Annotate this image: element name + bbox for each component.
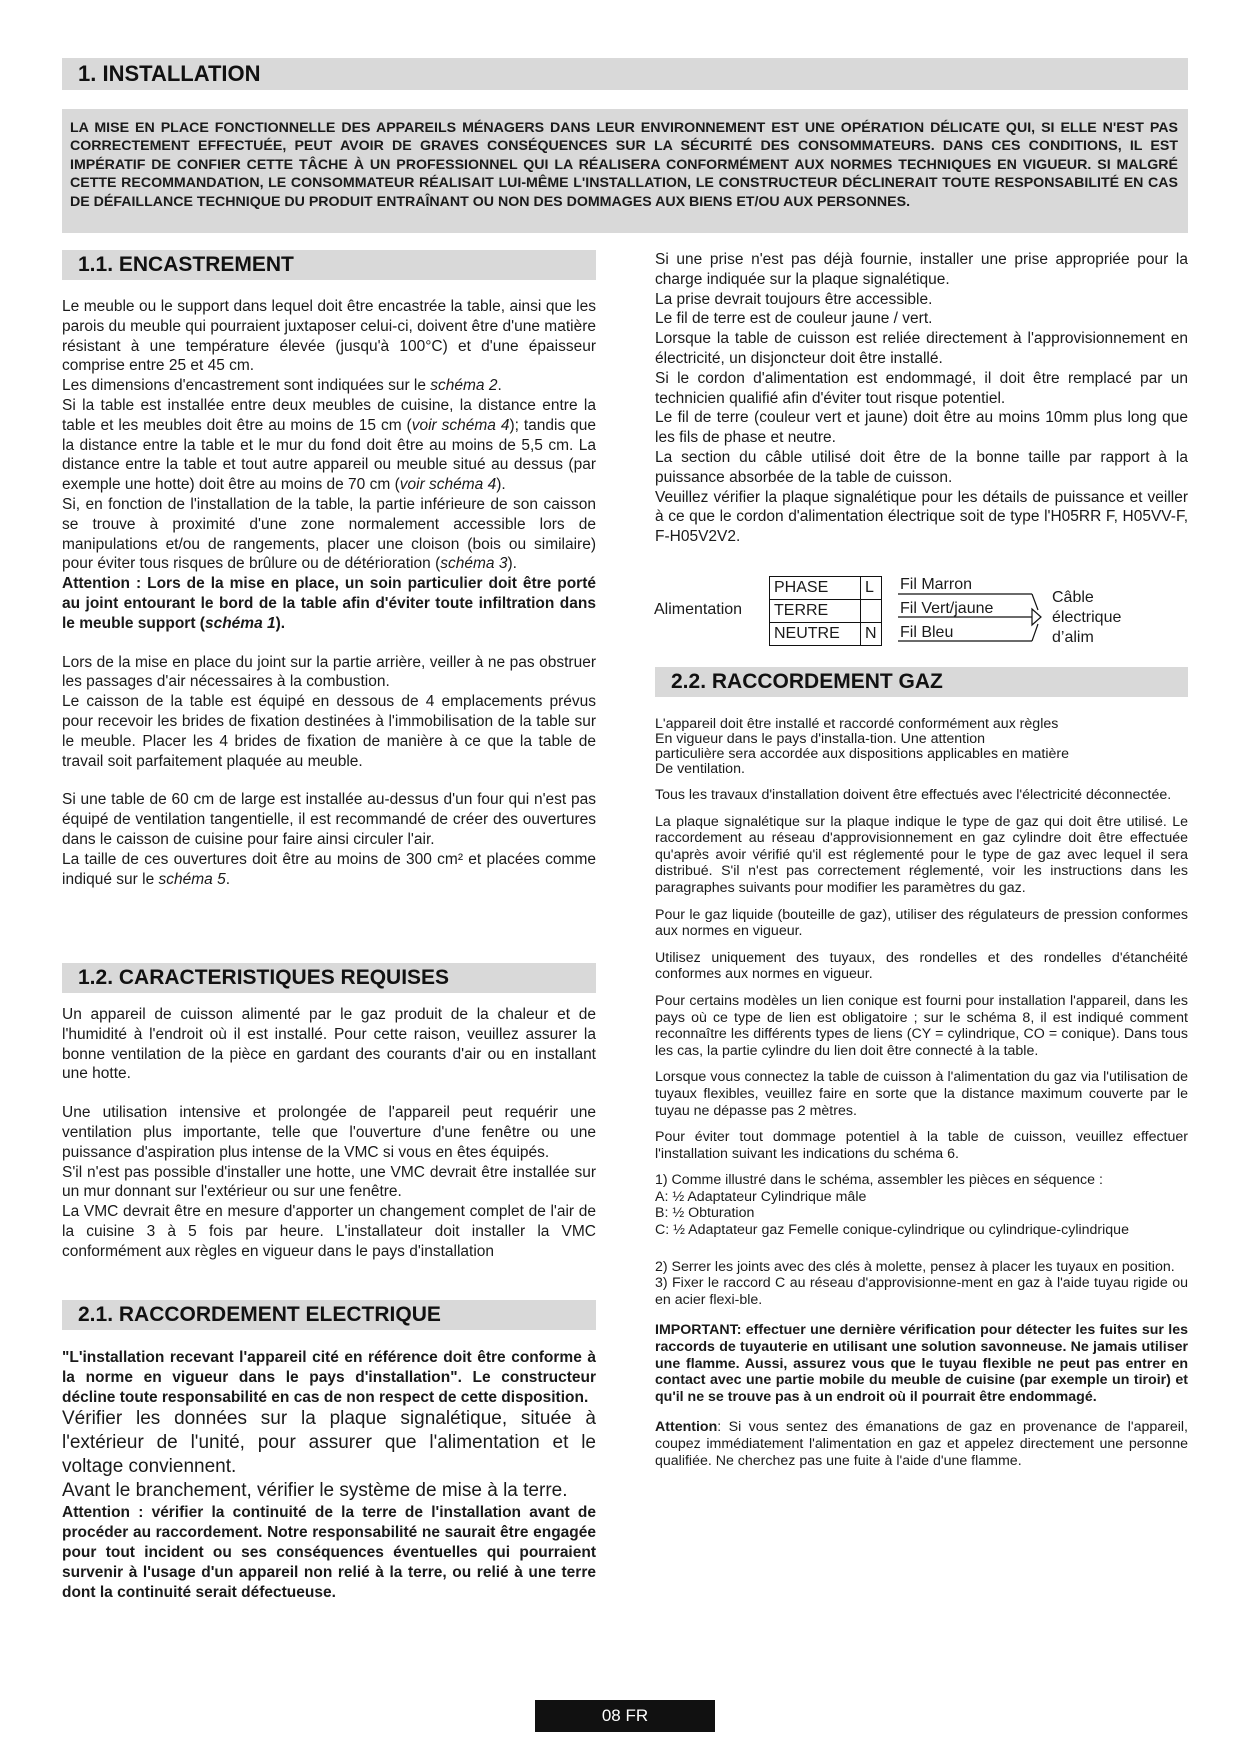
gaz-paragraph: Pour éviter tout dommage potentiel à la table de cuisson, veuillez effectuer l'installation suivant les indications du schéma 6. xyxy=(655,1129,1188,1162)
wiring-row-name: PHASE xyxy=(769,576,861,600)
gaz-paragraph: Pour certains modèles un lien conique est fourni pour installation l'appareil, dans les pays où ce type de lien est obligatoire ; sur le schéma 8, il est indiqué comment reconnaître les différents types de liens (CY = cylindrique, CO = conique). Dans tous les cas, la partie cylindre du lien doit être connecté à la table. xyxy=(655,992,1188,1059)
gaz-step-item: C: ½ Adaptateur gaz Femelle conique-cylindrique ou cylindrique-cylindrique xyxy=(655,1222,1129,1239)
caracteristiques-paragraph: Un appareil de cuisson alimenté par le gaz produit de la chaleur et de l'humidité à l'endroit où il est installé. Pour cette raison, veuillez assurer la bonne ventilation de la pièce en gardant des courants d'air ou en installant une hotte. xyxy=(62,1006,596,1083)
gaz-paragraph: Tous les travaux d'installation doivent être effectués avec l'électricité déconnectée. xyxy=(655,787,1172,803)
electrique-paragraph: Vérifier les données sur la plaque signalétique, située à l'extérieur de l'unité, pour assurer que l'alimentation et le voltage conviennent. xyxy=(62,1408,596,1478)
right-column-gaz xyxy=(655,717,1188,1469)
left-column-encastrement xyxy=(62,297,596,889)
wiring-row-name: TERRE xyxy=(769,599,861,623)
section-title-installation: 1. INSTALLATION xyxy=(62,58,1188,90)
encastrement-paragraph: Si la table est installée entre deux meubles de cuisine, la distance entre la table et les meubles doit être au moins de 15 cm (voir schéma 4); tandis que la distance entre la table et le mur du fond doit être au moins de 5,5 cm. La distance entre la table et tout autre appareil ou meuble situé au dessus (par exemple une hotte) doit être au moins de 70 cm (voir schéma 4). xyxy=(62,396,596,494)
electrique-norme: "L'installation recevant l'appareil cité en référence doit être conforme à la norme en vigueur dans le pays d'installation". Le constructeur décline toute responsabilité en cas de non respect de cette disposition. xyxy=(62,1349,596,1406)
heading-raccordement-gaz: 2.2. RACCORDEMENT GAZ xyxy=(655,667,1188,697)
gaz-intro-line: particulière sera accordée aux dispositions applicables en matière xyxy=(655,746,1070,762)
page-number: 08 FR xyxy=(535,1700,715,1732)
left-column-electrique xyxy=(62,1348,596,1602)
electrique-attention: Attention : vérifier la continuité de la terre de l'installation avant de procéder au raccordement. Notre responsabilité ne saurait être engagée pour tout incident ou ses conséquences éventuelles qui pourraient survenir à l'usage d'un appareil non relié à la terre, ou relié à une terre dont la continuité serait défectueuse. xyxy=(62,1504,596,1601)
wiring-label: Alimentation xyxy=(654,601,743,618)
electrique-paragraph: La prise devrait toujours être accessible. xyxy=(655,290,933,308)
encastrement-paragraph: Si, en fonction de l'installation de la table, la partie inférieure de son caisson se trouve à proximité d'une zone normalement accessible lors de manipulations et/ou de rangements, placer une cloison (bois ou similaire) pour éviter tous risques de brûlure ou de détérioration (schéma 3). xyxy=(62,495,596,573)
heading-raccordement-electrique: 2.1. RACCORDEMENT ELECTRIQUE xyxy=(62,1300,596,1330)
caracteristiques-paragraph: S'il n'est pas possible d'installer une hotte, une VMC devrait être installée sur un mur donnant sur l'extérieur ou sur une fenêtre. xyxy=(62,1163,596,1201)
electrique-paragraph: La section du câble utilisé doit être de la bonne taille par rapport à la puissance absorbée de la table de cuisson. xyxy=(655,448,1188,486)
gaz-step: 2) Serrer les joints avec des clés à molette, pensez à placer les tuyaux en position. xyxy=(655,1258,1175,1275)
gaz-step: 1) Comme illustré dans le schéma, assembler les pièces en séquence : xyxy=(655,1172,1103,1189)
wire-label: Fil Vert/jaune xyxy=(900,600,994,617)
left-column-caracteristiques xyxy=(62,1005,596,1262)
gaz-intro-line: L'appareil doit être installé et raccordé conformément aux règles xyxy=(655,716,1059,732)
heading-encastrement: 1.1. ENCASTREMENT xyxy=(62,250,596,280)
encastrement-paragraph: Le meuble ou le support dans lequel doit être encastrée la table, ainsi que les parois du meuble qui pourraient juxtaposer celui-ci, doivent être d'une matière résistant à une température élevée (jusqu'à 100°C) et d'une épaisseur comprise entre 25 et 45 cm. xyxy=(62,298,596,375)
encastrement-attention: Attention : Lors de la mise en place, un soin particulier doit être porté au joint entourant le bord de la table afin d'éviter toute infiltration dans le meuble support (schéma 1). xyxy=(62,575,596,632)
wiring-arrows xyxy=(892,566,1042,646)
gaz-paragraph: Lorsque vous connectez la table de cuisson à l'alimentation du gaz via l'utilisation de tuyaux flexibles, veuillez faire en sorte que la distance maximum couverte par le tuyau ne dépasse pas 2 mètres. xyxy=(655,1069,1188,1119)
wiring-row-code: N xyxy=(860,622,882,646)
electrique-paragraph: Si le cordon d'alimentation est endommagé, il doit être remplacé par un technicien qualifié afin d'éviter tout risque potentiel. xyxy=(655,369,1188,407)
gaz-attention: Attention: Si vous sentez des émanations de gaz en provenance de l'appareil, coupez immédiatement l'alimentation en gaz et appelez directement une personne qualifiée. Ne cherchez pas une fuite à l'aide d'une flamme. xyxy=(655,1419,1188,1469)
wiring-row-code xyxy=(860,599,882,623)
gaz-step-item: B: ½ Obturation xyxy=(655,1205,755,1222)
gaz-step-item: A: ½ Adaptateur Cylindrique mâle xyxy=(655,1188,867,1205)
wiring-diagram xyxy=(648,566,1188,646)
electrique-paragraph: Le fil de terre (couleur vert et jaune) doit être au moins 10mm plus long que les fils de phase et neutre. xyxy=(655,409,1188,447)
wiring-row-code: L xyxy=(860,576,882,600)
encastrement-paragraph: Les dimensions d'encastrement sont indiquées sur le schéma 2. xyxy=(62,377,502,395)
gaz-paragraph: La plaque signalétique sur la plaque indique le type de gaz qui doit être utilisé. Le raccordement au réseau d'approvisionnement en gaz cylindre doit être effectuée qu'après avoir vérifié qu'il est réglementé pour le type de gaz avec lequel il sera distribué. S'il n'est pas correctement réglementé, voir les instructions dans les paragraphes suivants pour modifier les paramètres du gaz. xyxy=(655,813,1188,896)
wiring-row-name: NEUTRE xyxy=(769,622,861,646)
caracteristiques-paragraph: La VMC devrait être en mesure d'apporter un changement complet de l'air de la cuisine 3 à 5 fois par heure. L'installateur doit installer la VMC conformément aux règles en vigueur dans le pays d'installation xyxy=(62,1203,596,1260)
cable-label: électrique xyxy=(1052,609,1122,626)
gaz-paragraph: Utilisez uniquement des tuyaux, des rondelles et des rondelles d'étanchéité conformes aux normes en vigueur. xyxy=(655,949,1188,983)
gaz-intro-line: De ventilation. xyxy=(655,761,745,777)
electrique-paragraph: Lorsque la table de cuisson est reliée directement à l'approvisionnement en électricité, un disjoncteur doit être installé. xyxy=(655,330,1188,367)
encastrement-paragraph: Si une table de 60 cm de large est installée au-dessus d'un four qui n'est pas équipé de ventilation tangentielle, il est recommandé de créer des ouvertures dans le caisson de cuisine pour faire ainsi circuler l'air. xyxy=(62,791,596,848)
encastrement-paragraph: Lors de la mise en place du joint sur la partie arrière, veiller à ne pas obstruer les passages d'air nécessaires à la combustion. xyxy=(62,653,596,691)
gaz-step: 3) Fixer le raccord C au réseau d'approvisionne-ment en gaz à l'aide tuyau rigide ou en acier flexi-ble. xyxy=(655,1275,1188,1308)
gaz-intro-line: En vigueur dans le pays d'installa-tion. Une attention xyxy=(655,731,986,747)
encastrement-paragraph: Le caisson de la table est équipé en dessous de 4 emplacements prévus pour recevoir les brides de fixation destinées à l'immobilisation de la table sur le meuble. Placer les 4 brides de fixation de manière à ce que la table de travail soit parfaitement plaquée au meuble. xyxy=(62,693,596,770)
right-column-electrique xyxy=(655,250,1188,547)
electrique-paragraph: Le fil de terre est de couleur jaune / vert. xyxy=(655,310,933,328)
encastrement-paragraph: La taille de ces ouvertures doit être au moins de 300 cm² et placées comme indiqué sur le schéma 5. xyxy=(62,850,596,888)
heading-caracteristiques: 1.2. CARACTERISTIQUES REQUISES xyxy=(62,963,596,993)
gaz-paragraph: Pour le gaz liquide (bouteille de gaz), utiliser des régulateurs de pression conformes aux normes en vigueur. xyxy=(655,906,1188,940)
wire-label: Fil Marron xyxy=(900,576,973,593)
electrique-paragraph: Avant le branchement, vérifier le système de mise à la terre. xyxy=(62,1480,568,1502)
cable-label: d’alim xyxy=(1052,629,1094,646)
electrique-paragraph: Si une prise n'est pas déjà fournie, installer une prise appropriée pour la charge indiquée sur la plaque signalétique. xyxy=(655,251,1188,288)
electrique-paragraph: Veuillez vérifier la plaque signalétique pour les détails de puissance et veiller à ce que le cordon d'alimentation électrique soit de type l'H05RR F, H05VV-F, F-H05V2V2. xyxy=(655,488,1188,546)
gaz-important: IMPORTANT: effectuer une dernière vérification pour détecter les fuites sur les raccords de tuyauterie en utilisant une solution savonneuse. Ne jamais utiliser une flamme. Aussi, assurez vous que le tuyau flexible ne peut pas entrer en contact avec une partie mobile du meuble de cuisine (par exemple un tiroir) et qu'il ne se trouve pas à un endroit où il pourrait être endommagé. xyxy=(655,1322,1188,1405)
safety-warning: LA MISE EN PLACE FONCTIONNELLE DES APPAREILS MÉNAGERS DANS LEUR ENVIRONNEMENT EST UNE OPÉRATION DÉLICATE QUI, SI ELLE N'EST PAS CORRECTEMENT EFFECTUÉE, PEUT AVOIR DE GRAVES CONSÉQUENCES SUR LA SÉCURITÉ DES CONSOMMATEURS. DANS CES CONDITIONS, IL EST IMPÉRATIF DE CONFIER CETTE TÂCHE À UN PROFESSIONNEL QUI LA RÉALISERA CONFORMÉMENT AUX NORMES TECHNIQUES EN VIGUEUR. SI MALGRÉ CETTE RECOMMANDATION, LE CONSOMMATEUR RÉALISAIT LUI-MÊME L'INSTALLATION, LE CONSTRUCTEUR DÉCLINERAIT TOUTE RESPONSABILITÉ EN CAS DE DÉFAILLANCE TECHNIQUE DU PRODUIT ENTRAÎNANT OU NON DES DOMMAGES AUX BIENS ET/OU AUX PERSONNES. xyxy=(62,109,1188,233)
cable-label: Câble xyxy=(1052,589,1094,606)
caracteristiques-paragraph: Une utilisation intensive et prolongée de l'appareil peut requérir une ventilation plus importante, telle que l'ouverture d'une fenêtre ou une puissance d'aspiration plus intense de la VMC si vous en êtes équipés. xyxy=(62,1104,596,1161)
wire-label: Fil Bleu xyxy=(900,624,954,641)
